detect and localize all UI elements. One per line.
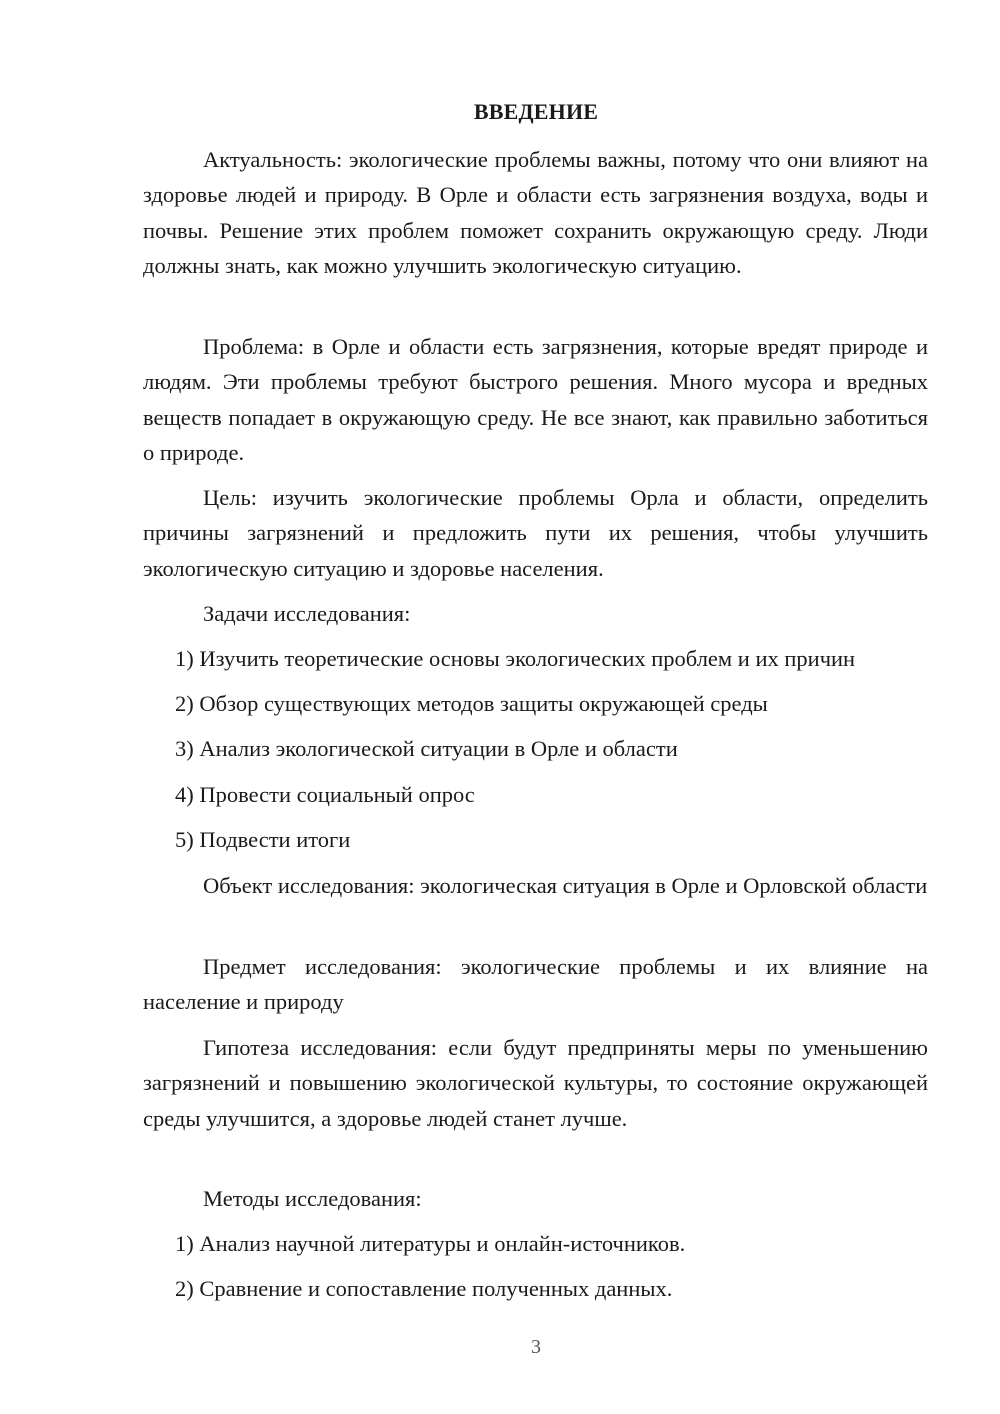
hypothesis-paragraph: Гипотеза исследования: если будут предприняты меры по уменьшению загрязнений и повышению экологической культуры, то состояние окружающей среды улучшится, а здоровье людей станет лучше.	[143, 1035, 928, 1131]
task-item: 2) Обзор существующих методов защиты окружающей среды	[175, 691, 768, 716]
problem-paragraph: Проблема: в Орле и области есть загрязнения, которые вредят природе и людям. Эти проблемы требуют быстрого решения. Много мусора и вредных веществ попадает в окружающую среду. Не все знают, как правильно заботиться о природе.	[143, 334, 928, 465]
task-item: 4) Провести социальный опрос	[175, 782, 475, 807]
task-item: 5) Подвести итоги	[175, 827, 351, 852]
object-paragraph: Объект исследования: экологическая ситуация в Орле и Орловской области	[203, 873, 928, 898]
methods-heading: Методы исследования:	[203, 1186, 422, 1211]
page-title: ВВЕДЕНИЕ	[473, 99, 599, 124]
page-number: 3	[531, 1336, 541, 1358]
method-item: 1) Анализ научной литературы и онлайн-источников.	[175, 1231, 686, 1256]
goal-paragraph: Цель: изучить экологические проблемы Орла и области, определить причины загрязнений и предложить пути их решения, чтобы улучшить экологическую ситуацию и здоровье населения.	[143, 485, 928, 581]
tasks-heading: Задачи исследования:	[203, 601, 411, 626]
task-item: 3) Анализ экологической ситуации в Орле и области	[175, 736, 678, 761]
subject-paragraph: Предмет исследования: экологические проблемы и их влияние на население и природу	[143, 954, 928, 1015]
task-item: 1) Изучить теоретические основы экологических проблем и их причин	[175, 646, 856, 671]
method-item: 2) Сравнение и сопоставление полученных данных.	[175, 1276, 673, 1301]
relevance-paragraph: Актуальность: экологические проблемы важны, потому что они влияют на здоровье людей и природу. В Орле и области есть загрязнения воздуха, воды и почвы. Решение этих проблем поможет сохранить окружающую среду. Люди должны знать, как можно улучшить экологическую ситуацию.	[143, 147, 928, 278]
